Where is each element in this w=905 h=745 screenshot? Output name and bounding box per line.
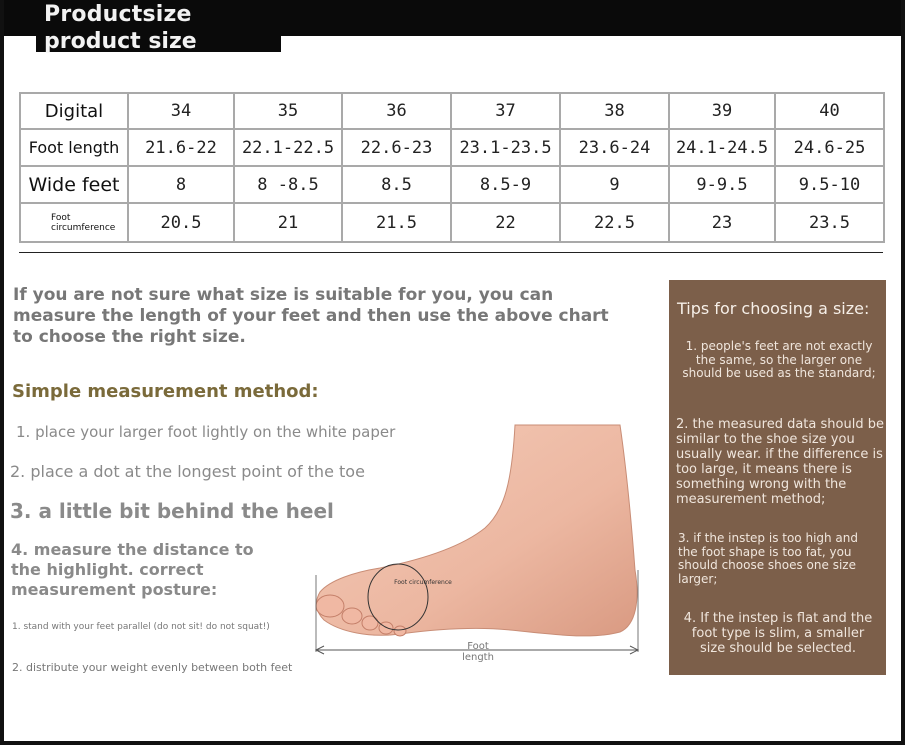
table-cell: 8 -8.5 xyxy=(234,166,342,203)
table-cell: 22 xyxy=(451,203,560,242)
table-cell: 39 xyxy=(669,93,775,129)
table-cell: 23.6-24 xyxy=(560,129,669,166)
tips-title: Tips for choosing a size: xyxy=(677,299,870,318)
toe xyxy=(342,608,362,624)
toe xyxy=(316,595,344,617)
page-subtitle: product size xyxy=(44,29,197,54)
table-cell: 34 xyxy=(128,93,234,129)
section-divider xyxy=(19,252,883,253)
tip-2: 2. the measured data should be similar to the shoe size you usually wear. if the difference is too large, it means there is something wrong with the measurement method; xyxy=(676,417,884,507)
row-label: Wide feet xyxy=(20,166,128,203)
table-cell: 22.1-22.5 xyxy=(234,129,342,166)
step-2: 2. place a dot at the longest point of the toe xyxy=(10,462,365,481)
table-cell: 38 xyxy=(560,93,669,129)
table-cell: 9.5-10 xyxy=(775,166,884,203)
row-label: Foot length xyxy=(20,129,128,166)
circumference-label: Foot circumference xyxy=(394,579,452,586)
table-row-foot-length xyxy=(20,129,884,166)
step-4: 4. measure the distance to the highlight. correct measurement posture: xyxy=(11,540,254,599)
size-chart-table xyxy=(19,92,885,243)
method-heading: Simple measurement method: xyxy=(12,381,319,402)
right-border xyxy=(901,0,905,745)
intro-text: If you are not sure what size is suitable for you, you can measure the length of your feet and then use the above chart to choose the right size. xyxy=(13,285,609,347)
table-cell: 21.6-22 xyxy=(128,129,234,166)
table-cell: 22.5 xyxy=(560,203,669,242)
toe xyxy=(394,626,406,636)
tip-1: 1. people's feet are not exactly the same, so the larger one should be used as the standard; xyxy=(682,339,876,380)
table-cell: 22.6-23 xyxy=(342,129,451,166)
table-cell: 36 xyxy=(342,93,451,129)
posture-tip-1: 1. stand with your feet parallel (do not sit! do not squat!) xyxy=(12,622,270,632)
foot-illustration xyxy=(310,420,655,665)
step-3: 3. a little bit behind the heel xyxy=(10,499,334,523)
table-cell: 24.1-24.5 xyxy=(669,129,775,166)
table-row-digital xyxy=(20,93,884,129)
table-cell: 20.5 xyxy=(128,203,234,242)
table-cell: 35 xyxy=(234,93,342,129)
table-cell: 8 xyxy=(128,166,234,203)
table-cell: 9 xyxy=(560,166,669,203)
table-cell: 37 xyxy=(451,93,560,129)
left-border xyxy=(0,0,4,745)
table-cell: 21.5 xyxy=(342,203,451,242)
tip-3: 3. if the instep is too high and the foot shape is too fat, you should choose shoes one size larger; xyxy=(678,531,859,586)
tip-4: 4. If the instep is flat and the foot type is slim, a smaller size should be selected. xyxy=(683,611,873,656)
table-row-wide-feet xyxy=(20,166,884,203)
table-cell: 9-9.5 xyxy=(669,166,775,203)
length-label: Foot length xyxy=(462,641,494,663)
table-cell: 23.1-23.5 xyxy=(451,129,560,166)
page-title: Productsize xyxy=(44,2,192,27)
table-cell: 21 xyxy=(234,203,342,242)
posture-tip-2: 2. distribute your weight evenly between both feet xyxy=(12,661,293,674)
step-1: 1. place your larger foot lightly on the white paper xyxy=(16,423,396,441)
bottom-border xyxy=(0,741,905,745)
table-cell: 23.5 xyxy=(775,203,884,242)
row-label: Digital xyxy=(20,93,128,129)
table-cell: 40 xyxy=(775,93,884,129)
row-label: Foot circumference xyxy=(20,203,128,242)
table-cell: 23 xyxy=(669,203,775,242)
table-row-foot-circumference xyxy=(20,203,884,242)
table-cell: 8.5 xyxy=(342,166,451,203)
table-cell: 24.6-25 xyxy=(775,129,884,166)
foot-shape xyxy=(317,425,638,636)
tips-panel xyxy=(669,280,886,675)
table-cell: 8.5-9 xyxy=(451,166,560,203)
toe xyxy=(362,616,378,630)
